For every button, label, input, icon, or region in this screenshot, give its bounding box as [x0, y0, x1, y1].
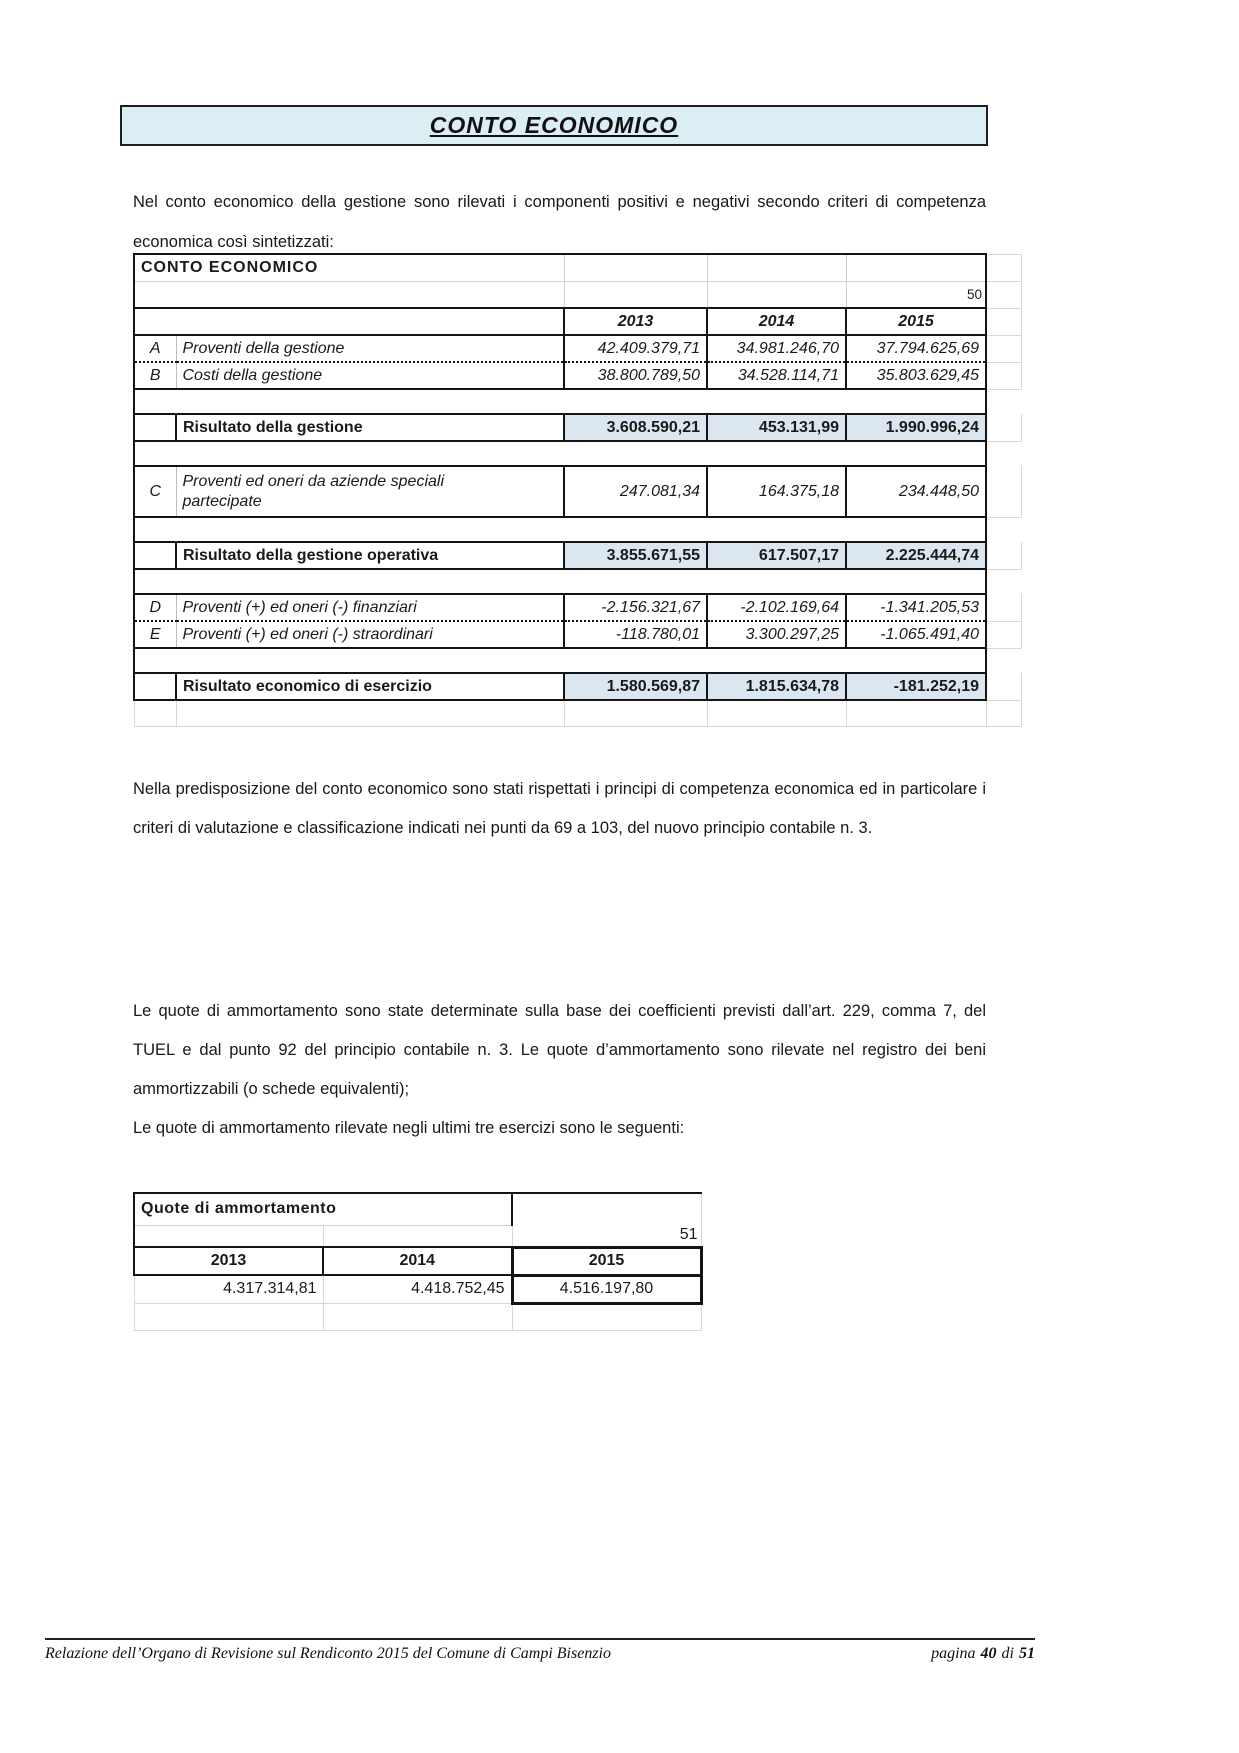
table-row-c	[134, 466, 1021, 517]
result-label: Risultato della gestione operativa	[176, 542, 564, 569]
value-2014: 34.528.114,71	[707, 362, 846, 389]
empty-bottom-row	[134, 1303, 701, 1330]
page-title: CONTO ECONOMICO	[429, 112, 679, 138]
empty-cell	[986, 281, 1021, 308]
empty-cell	[986, 335, 1021, 362]
empty-cell	[986, 673, 1021, 700]
year-header-2014: 2014	[707, 308, 846, 335]
empty-cell	[707, 281, 846, 308]
quote-paragraph-1: Le quote di ammortamento sono state determinate sulla base dei coefficienti previsti dall’art. 229, comma 7, del TUEL e dal punto 92 del principio contabile n. 3. Le quote d’ammortamento sono rilevate nel registro dei beni ammortizzabili (o schede equivalenti);	[133, 1002, 986, 1098]
value-2014: 34.981.246,70	[707, 335, 846, 362]
row-letter: D	[134, 594, 176, 621]
predisposizione-paragraph: Nella predisposizione del conto economico sono stati rispettati i principi di competenza economica ed in particolare i criteri di valutazione e classificazione indicati nei punti da 69 a 103, del nuovo principio contabile n. 3.	[133, 780, 986, 837]
value-2013: -2.156.321,67	[564, 594, 707, 621]
footnote-number: 51	[512, 1225, 701, 1247]
result-2015: 2.225.444,74	[846, 542, 986, 569]
empty-cell	[134, 673, 176, 700]
result-2015: -181.252,19	[846, 673, 986, 700]
year-header-2015: 2015	[512, 1247, 701, 1275]
table-title: CONTO ECONOMICO	[134, 254, 564, 281]
table-title-row	[134, 1193, 701, 1225]
footnote-number: 50	[846, 281, 986, 308]
table-row-e	[134, 621, 1021, 648]
footnote-row	[134, 281, 1021, 308]
result-row-gestione-operativa	[134, 542, 1021, 569]
title-banner	[120, 105, 988, 146]
empty-cell	[134, 281, 564, 308]
empty-bottom-row	[134, 700, 1021, 726]
result-2014: 1.815.634,78	[707, 673, 846, 700]
spacer-row	[134, 441, 1021, 466]
row-letter: E	[134, 621, 176, 648]
value-2015: -1.341.205,53	[846, 594, 986, 621]
spacer-row	[134, 569, 1021, 594]
table-title: Quote di ammortamento	[134, 1193, 512, 1225]
value-2013: -118.780,01	[564, 621, 707, 648]
year-header-row	[134, 308, 1021, 335]
result-2014: 453.131,99	[707, 414, 846, 441]
spacer-row	[134, 648, 1021, 673]
result-row-gestione	[134, 414, 1021, 441]
spacer-row	[134, 389, 1021, 414]
ammortamento-paragraphs	[133, 992, 986, 1148]
value-2013: 38.800.789,50	[564, 362, 707, 389]
table-row-d	[134, 594, 1021, 621]
value-2015: -1.065.491,40	[846, 621, 986, 648]
result-label: Risultato economico di esercizio	[176, 673, 564, 700]
table-row-a	[134, 335, 1021, 362]
quota-2013: 4.317.314,81	[134, 1275, 323, 1303]
row-label: Proventi ed oneri da aziende speciali partecipate	[176, 466, 564, 517]
value-2014: 3.300.297,25	[707, 621, 846, 648]
row-letter: A	[134, 335, 176, 362]
year-header-2013: 2013	[134, 1247, 323, 1275]
footnote-row	[134, 1225, 701, 1247]
conto-economico-table	[133, 253, 1022, 727]
result-2015: 1.990.996,24	[846, 414, 986, 441]
empty-cell	[564, 281, 707, 308]
result-2013: 3.855.671,55	[564, 542, 707, 569]
footer-page-word: pagina	[931, 1645, 976, 1662]
footer-document-title: Relazione dell’Organo di Revisione sul Rendiconto 2015 del Comune di Campi Bisenzio	[45, 1645, 611, 1662]
empty-cell	[986, 362, 1021, 389]
result-2014: 617.507,17	[707, 542, 846, 569]
row-letter: C	[134, 466, 176, 517]
value-2013: 42.409.379,71	[564, 335, 707, 362]
empty-cell	[986, 414, 1021, 441]
empty-cell	[512, 1193, 701, 1225]
result-label: Risultato della gestione	[176, 414, 564, 441]
footer-of-word: di	[1001, 1645, 1014, 1662]
footer-page-indicator	[931, 1645, 1035, 1663]
quota-2014: 4.418.752,45	[323, 1275, 512, 1303]
empty-cell	[986, 308, 1021, 335]
value-2014: 164.375,18	[707, 466, 846, 517]
row-label: Proventi (+) ed oneri (-) finanziari	[176, 594, 564, 621]
empty-cell	[846, 254, 986, 281]
footer-page-number: 40	[980, 1645, 997, 1662]
empty-cell	[134, 542, 176, 569]
table-title-row	[134, 254, 1021, 281]
result-row-economico-esercizio	[134, 673, 1021, 700]
row-letter: B	[134, 362, 176, 389]
row-label: Proventi (+) ed oneri (-) straordinari	[176, 621, 564, 648]
empty-cell	[323, 1225, 512, 1247]
year-header-row	[134, 1247, 701, 1275]
spacer-row	[134, 517, 1021, 542]
value-2015: 35.803.629,45	[846, 362, 986, 389]
empty-cell	[986, 594, 1021, 621]
year-header-2015: 2015	[846, 308, 986, 335]
result-2013: 1.580.569,87	[564, 673, 707, 700]
value-2015: 234.448,50	[846, 466, 986, 517]
result-2013: 3.608.590,21	[564, 414, 707, 441]
empty-cell	[707, 254, 846, 281]
empty-cell	[986, 542, 1021, 569]
quote-ammortamento-table	[133, 1192, 703, 1331]
values-row	[134, 1275, 701, 1303]
empty-cell	[564, 254, 707, 281]
value-2015: 37.794.625,69	[846, 335, 986, 362]
value-2014: -2.102.169,64	[707, 594, 846, 621]
empty-cell	[134, 308, 564, 335]
page-footer	[45, 1638, 1035, 1663]
quota-2015: 4.516.197,80	[512, 1275, 701, 1303]
empty-cell	[986, 254, 1021, 281]
empty-cell	[986, 621, 1021, 648]
empty-cell	[134, 1225, 323, 1247]
empty-cell	[134, 414, 176, 441]
row-label: Costi della gestione	[176, 362, 564, 389]
intro-paragraph: Nel conto economico della gestione sono rilevati i componenti positivi e negativi secondo criteri di competenza economica così sintetizzati:	[133, 193, 986, 251]
footer-total-pages: 51	[1019, 1645, 1035, 1662]
row-label: Proventi della gestione	[176, 335, 564, 362]
value-2013: 247.081,34	[564, 466, 707, 517]
empty-cell	[986, 466, 1021, 517]
year-header-2014: 2014	[323, 1247, 512, 1275]
table-row-b	[134, 362, 1021, 389]
quote-paragraph-2: Le quote di ammortamento rilevate negli ultimi tre esercizi sono le seguenti:	[133, 1119, 685, 1137]
year-header-2013: 2013	[564, 308, 707, 335]
